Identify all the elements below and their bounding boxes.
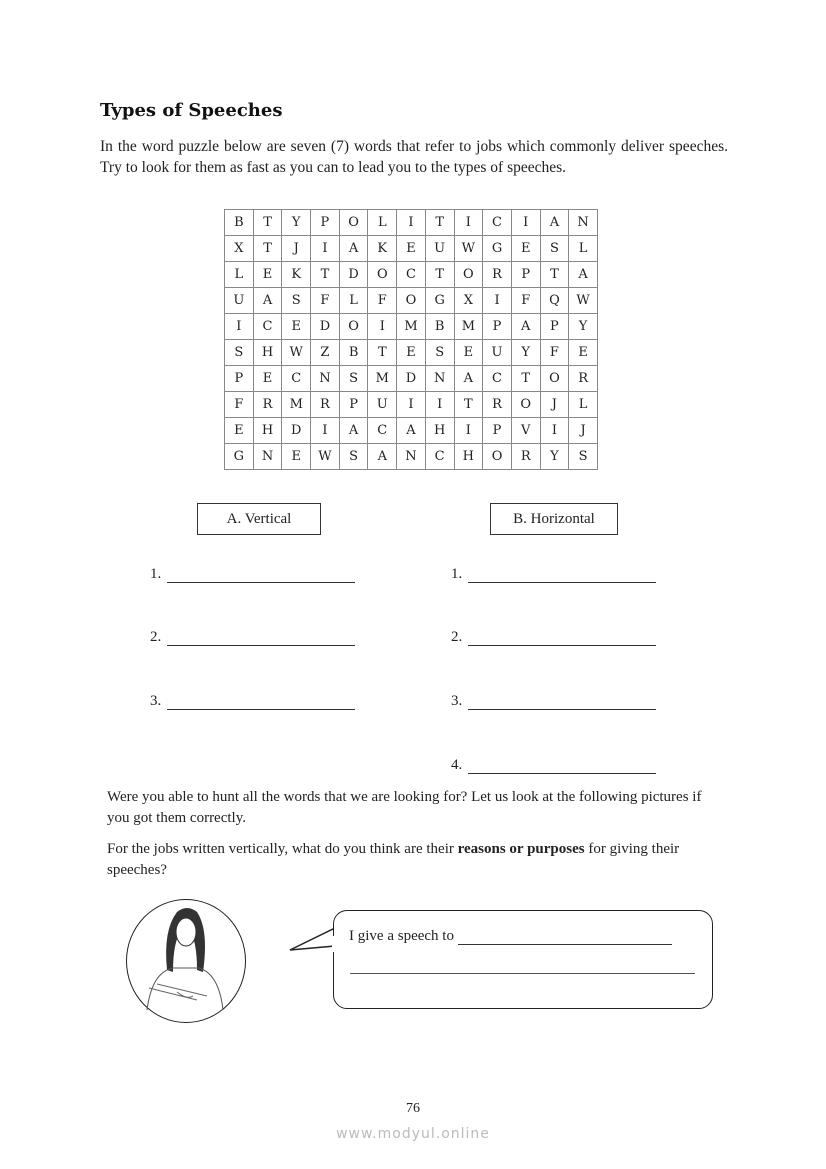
- grid-cell[interactable]: F: [225, 392, 254, 418]
- answer-number: 3.: [150, 693, 162, 709]
- grid-row: [225, 236, 598, 262]
- grid-cell[interactable]: L: [368, 210, 397, 236]
- watermark: www.modyul.online: [336, 1126, 490, 1142]
- horizontal-answer-3[interactable]: [451, 693, 656, 710]
- grid-cell[interactable]: O: [540, 366, 569, 392]
- vertical-answer-2[interactable]: [150, 629, 355, 646]
- grid-cell[interactable]: G: [225, 444, 254, 470]
- grid-cell[interactable]: I: [425, 392, 454, 418]
- page-number: 76: [406, 1101, 420, 1116]
- grid-row: [225, 340, 598, 366]
- answer-blank[interactable]: [468, 759, 656, 774]
- grid-cell[interactable]: N: [569, 210, 598, 236]
- grid-cell[interactable]: A: [511, 314, 540, 340]
- answer-blank[interactable]: [167, 695, 355, 710]
- grid-cell[interactable]: C: [253, 314, 282, 340]
- grid-cell[interactable]: I: [454, 418, 483, 444]
- word-search-grid: [224, 209, 598, 470]
- grid-cell[interactable]: A: [368, 444, 397, 470]
- grid-cell[interactable]: A: [253, 288, 282, 314]
- grid-cell[interactable]: Y: [540, 444, 569, 470]
- grid-cell[interactable]: M: [397, 314, 426, 340]
- grid-cell[interactable]: U: [425, 236, 454, 262]
- grid-cell[interactable]: R: [511, 444, 540, 470]
- grid-cell[interactable]: T: [368, 340, 397, 366]
- grid-cell[interactable]: L: [339, 288, 368, 314]
- grid-cell[interactable]: C: [425, 444, 454, 470]
- speaker-portrait: [126, 899, 246, 1023]
- grid-cell[interactable]: F: [368, 288, 397, 314]
- grid-cell[interactable]: U: [225, 288, 254, 314]
- grid-row: [225, 444, 598, 470]
- grid-cell[interactable]: W: [454, 236, 483, 262]
- grid-row: [225, 366, 598, 392]
- woman-illustration-icon: [127, 900, 245, 1022]
- grid-cell[interactable]: N: [253, 444, 282, 470]
- grid-cell[interactable]: O: [483, 444, 512, 470]
- grid-cell[interactable]: E: [397, 236, 426, 262]
- grid-cell[interactable]: H: [454, 444, 483, 470]
- answer-number: 3.: [451, 693, 463, 709]
- grid-cell[interactable]: T: [454, 392, 483, 418]
- grid-cell[interactable]: O: [511, 392, 540, 418]
- grid-cell[interactable]: C: [368, 418, 397, 444]
- grid-cell[interactable]: A: [397, 418, 426, 444]
- speech-bubble: [333, 910, 713, 1009]
- answer-blank[interactable]: [468, 695, 656, 710]
- vertical-label-box: A. Vertical: [197, 503, 321, 535]
- grid-cell[interactable]: O: [397, 288, 426, 314]
- grid-cell[interactable]: L: [569, 392, 598, 418]
- grid-cell[interactable]: E: [253, 262, 282, 288]
- horizontal-answer-1[interactable]: [451, 566, 656, 583]
- grid-cell[interactable]: P: [339, 392, 368, 418]
- bold-text: reasons or purposes: [457, 841, 585, 857]
- grid-cell[interactable]: O: [454, 262, 483, 288]
- grid-cell[interactable]: M: [368, 366, 397, 392]
- answer-blank-line[interactable]: [350, 973, 695, 974]
- grid-cell[interactable]: S: [339, 444, 368, 470]
- grid-cell[interactable]: O: [339, 210, 368, 236]
- question-paragraph: Were you able to hunt all the words that we are looking for? Let us look at the following pictures if you got them correctly.: [107, 789, 702, 826]
- grid-cell[interactable]: R: [569, 366, 598, 392]
- grid-cell[interactable]: N: [425, 366, 454, 392]
- answer-number: 1.: [451, 566, 463, 582]
- grid-cell[interactable]: N: [397, 444, 426, 470]
- grid-cell[interactable]: Q: [540, 288, 569, 314]
- grid-cell[interactable]: E: [253, 366, 282, 392]
- grid-cell[interactable]: P: [483, 314, 512, 340]
- grid-cell[interactable]: G: [425, 288, 454, 314]
- grid-cell[interactable]: C: [397, 262, 426, 288]
- grid-cell[interactable]: T: [540, 262, 569, 288]
- tail-cover: [330, 936, 338, 952]
- grid-cell[interactable]: L: [569, 236, 598, 262]
- grid-cell[interactable]: F: [511, 288, 540, 314]
- grid-cell[interactable]: A: [454, 366, 483, 392]
- instruction-paragraph: [107, 839, 727, 881]
- grid-cell[interactable]: T: [253, 236, 282, 262]
- text: For the jobs written vertically, what do you think are their: [107, 841, 458, 857]
- grid-cell[interactable]: Y: [511, 340, 540, 366]
- grid-cell[interactable]: D: [339, 262, 368, 288]
- grid-cell[interactable]: C: [483, 210, 512, 236]
- grid-cell[interactable]: I: [368, 314, 397, 340]
- grid-cell[interactable]: J: [540, 392, 569, 418]
- grid-cell[interactable]: B: [225, 210, 254, 236]
- intro-paragraph: In the word puzzle below are seven (7) words that refer to jobs which commonly deliver speeches. Try to look for them as fast as you can to lead you to the types of speeches.: [100, 138, 728, 176]
- grid-cell[interactable]: Y: [569, 314, 598, 340]
- grid-cell[interactable]: F: [311, 288, 340, 314]
- grid-cell[interactable]: R: [311, 392, 340, 418]
- grid-cell[interactable]: D: [311, 314, 340, 340]
- grid-cell[interactable]: P: [483, 418, 512, 444]
- page-title: Types of Speeches: [100, 100, 283, 121]
- grid-cell[interactable]: E: [454, 340, 483, 366]
- grid-cell[interactable]: A: [540, 210, 569, 236]
- text: for giving their speeches?: [107, 841, 680, 878]
- grid-row: [225, 262, 598, 288]
- bubble-prompt[interactable]: [349, 928, 672, 945]
- grid-cell[interactable]: X: [454, 288, 483, 314]
- grid-cell[interactable]: T: [311, 262, 340, 288]
- grid-cell[interactable]: L: [225, 262, 254, 288]
- grid-cell[interactable]: E: [282, 444, 311, 470]
- grid-cell[interactable]: E: [569, 340, 598, 366]
- grid-cell[interactable]: E: [225, 418, 254, 444]
- grid-cell[interactable]: H: [253, 340, 282, 366]
- answer-blank[interactable]: [468, 568, 656, 583]
- grid-cell[interactable]: P: [225, 366, 254, 392]
- grid-cell[interactable]: K: [368, 236, 397, 262]
- grid-cell[interactable]: E: [397, 340, 426, 366]
- answer-number: 1.: [150, 566, 162, 582]
- grid-cell[interactable]: I: [311, 418, 340, 444]
- grid-cell[interactable]: D: [282, 418, 311, 444]
- grid-cell[interactable]: O: [339, 314, 368, 340]
- grid-cell[interactable]: M: [282, 392, 311, 418]
- grid-cell[interactable]: W: [282, 340, 311, 366]
- grid-cell[interactable]: S: [425, 340, 454, 366]
- grid-cell[interactable]: T: [425, 262, 454, 288]
- grid-cell[interactable]: S: [569, 444, 598, 470]
- grid-cell[interactable]: S: [339, 366, 368, 392]
- grid-cell[interactable]: Z: [311, 340, 340, 366]
- answer-blank[interactable]: [458, 930, 672, 945]
- grid-cell[interactable]: U: [368, 392, 397, 418]
- grid-row: [225, 288, 598, 314]
- vertical-answer-3[interactable]: [150, 693, 355, 710]
- grid-cell[interactable]: I: [540, 418, 569, 444]
- grid-cell[interactable]: I: [397, 392, 426, 418]
- grid-cell[interactable]: T: [425, 210, 454, 236]
- grid-cell[interactable]: S: [540, 236, 569, 262]
- grid-cell[interactable]: C: [483, 366, 512, 392]
- grid-cell[interactable]: I: [225, 314, 254, 340]
- grid-cell[interactable]: E: [282, 314, 311, 340]
- grid-cell[interactable]: T: [253, 210, 282, 236]
- grid-cell[interactable]: C: [282, 366, 311, 392]
- grid-cell[interactable]: M: [454, 314, 483, 340]
- vertical-answer-1[interactable]: [150, 566, 355, 583]
- grid-cell[interactable]: F: [540, 340, 569, 366]
- grid-cell[interactable]: T: [511, 366, 540, 392]
- grid-row: [225, 210, 598, 236]
- grid-cell[interactable]: A: [339, 236, 368, 262]
- answer-blank[interactable]: [468, 631, 656, 646]
- grid-cell[interactable]: P: [540, 314, 569, 340]
- grid-cell[interactable]: N: [311, 366, 340, 392]
- answer-blank[interactable]: [167, 631, 355, 646]
- grid-row: [225, 392, 598, 418]
- grid-cell[interactable]: I: [311, 236, 340, 262]
- grid-cell[interactable]: J: [569, 418, 598, 444]
- grid-cell[interactable]: A: [339, 418, 368, 444]
- grid-cell[interactable]: H: [253, 418, 282, 444]
- grid-cell[interactable]: H: [425, 418, 454, 444]
- grid-cell[interactable]: R: [253, 392, 282, 418]
- answer-number: 2.: [150, 629, 162, 645]
- grid-cell[interactable]: E: [511, 236, 540, 262]
- grid-cell[interactable]: R: [483, 392, 512, 418]
- grid-cell[interactable]: B: [339, 340, 368, 366]
- grid-cell[interactable]: I: [483, 288, 512, 314]
- prompt-text: I give a speech to: [349, 928, 454, 944]
- answer-number: 2.: [451, 629, 463, 645]
- grid-cell[interactable]: K: [282, 262, 311, 288]
- grid-row: [225, 314, 598, 340]
- grid-row: [225, 418, 598, 444]
- grid-cell[interactable]: J: [282, 236, 311, 262]
- grid-cell[interactable]: B: [425, 314, 454, 340]
- grid-cell[interactable]: I: [511, 210, 540, 236]
- grid-cell[interactable]: X: [225, 236, 254, 262]
- grid-cell[interactable]: R: [483, 262, 512, 288]
- grid-cell[interactable]: O: [368, 262, 397, 288]
- grid-cell[interactable]: P: [311, 210, 340, 236]
- horizontal-answer-2[interactable]: [451, 629, 656, 646]
- grid-cell[interactable]: I: [454, 210, 483, 236]
- grid-cell[interactable]: U: [483, 340, 512, 366]
- grid-cell[interactable]: G: [483, 236, 512, 262]
- answer-number: 4.: [451, 757, 463, 773]
- grid-cell[interactable]: S: [282, 288, 311, 314]
- grid-cell[interactable]: D: [397, 366, 426, 392]
- grid-cell[interactable]: S: [225, 340, 254, 366]
- grid-cell[interactable]: P: [511, 262, 540, 288]
- horizontal-answer-4[interactable]: [451, 757, 656, 774]
- grid-cell[interactable]: V: [511, 418, 540, 444]
- grid-cell[interactable]: W: [569, 288, 598, 314]
- grid-cell[interactable]: W: [311, 444, 340, 470]
- grid-cell[interactable]: Y: [282, 210, 311, 236]
- grid-cell[interactable]: I: [397, 210, 426, 236]
- answer-blank[interactable]: [167, 568, 355, 583]
- grid-cell[interactable]: A: [569, 262, 598, 288]
- horizontal-label-box: B. Horizontal: [490, 503, 618, 535]
